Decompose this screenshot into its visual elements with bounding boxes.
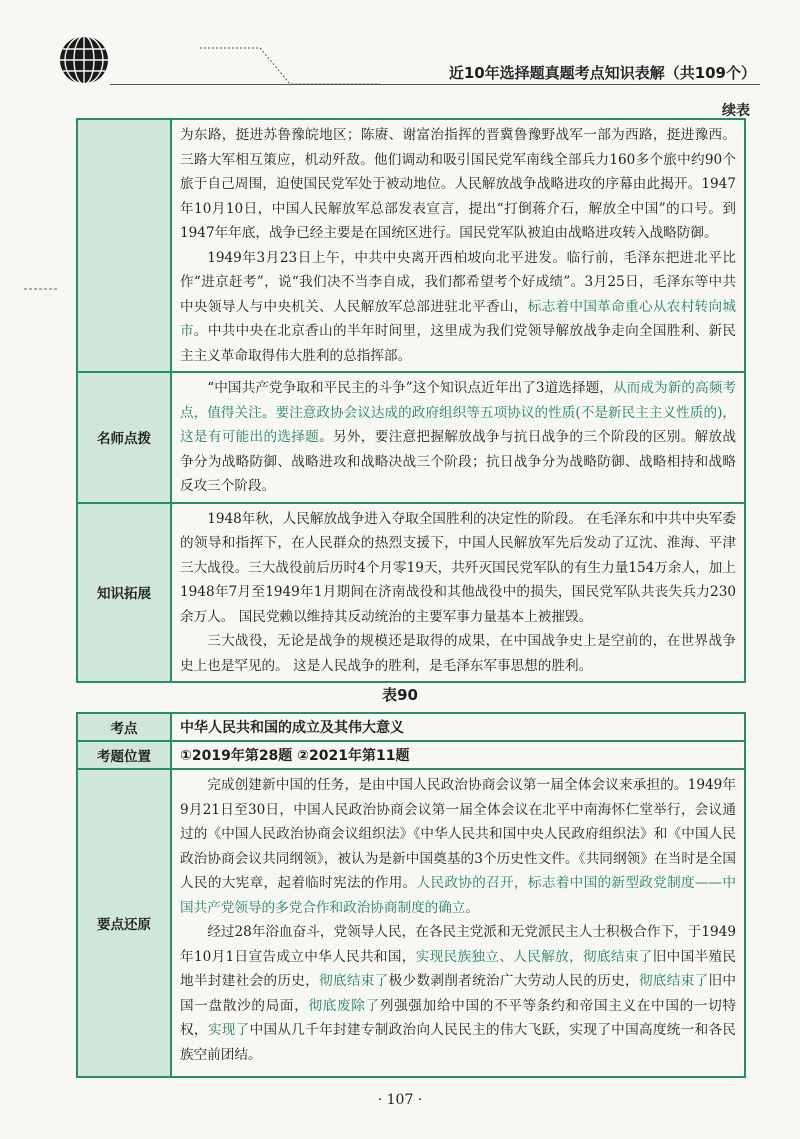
header-decoration [200,46,380,86]
highlighted-text: 实现民族独立、人民解放，彻底结束了 [415,948,653,965]
highlighted-text: 从而成为新的高频考点，值得关注 [180,380,737,421]
highlighted-text: 人民政协的召开，标志着中国的新型政党制度——中国共产党领导的多党合作和政治协商制度的确立。 [180,875,737,916]
topic-label: 考点 [77,713,171,741]
text-segment: 旧中国一盘散沙的局面， [180,973,737,1014]
highlighted-text: 彻底废除了 [308,997,380,1014]
continued-table [76,118,746,683]
text-segment: 中国从几千年封建专制政治向人民民主的伟大飞跃，实现了中国高度统一和各民族空前团结。 [180,1022,737,1063]
highlighted-text: 彻底结束了 [319,973,389,989]
row-label [77,119,171,372]
summary-content [171,769,745,1077]
text-segment: 三大战役，无论是战争的规模还是取得的成果，在中国战争史上是空前的，在世界战争史上也是罕见的。 这是人民战争的胜利，是毛泽东军事思想的胜利。 [180,633,736,674]
table-row [77,119,745,372]
row-content [171,119,745,372]
margin-mark [24,286,58,292]
paragraph [180,376,736,499]
paragraph [180,246,736,369]
table-row [77,713,745,741]
text-segment: 为东路，挺进苏鲁豫皖地区；陈赓、谢富治指挥的晋冀鲁豫野战军一部为西路，挺进豫西。三路大军相互策应，机动歼敌。他们调动和吸引国民党军南线全部兵力160多个旅中约90个旅于自己周围，迫使国民党军处于被动地位。人民解放战争战略进攻的序幕由此揭开。1947年10月10日，中国人民解放军总部发表宣言，提出“打倒蒋介石，解放全中国”的口号。到1947年年底，战争已经主要是在国统区进行。国民党军队被迫由战略进攻转入战略防御。 [180,127,736,241]
text-segment: 旧中国半殖民地半封建社会的历史， [180,948,737,989]
row-label-tips: 名师点拨 [77,372,171,503]
table-row [77,372,745,503]
position-label: 考题位置 [77,741,171,769]
text-segment: 经过28年浴血奋斗，党领导人民，在各民主党派和无党派民主人士积极合作下，于1949年10月1日宣告成立中华人民共和国， [180,924,736,965]
rich-text [180,376,736,499]
text-segment: 1949年3月23日上午，中共中央离开西柏坡向北平进发。临行前，毛泽东把进北平比作“进京赶考”，说“我们决不当李自成，我们都希望考个好成绩”。3月25日，毛泽东等中共中央领导人与中央机关、人民解放军总部进驻北平香山， [180,249,736,315]
row-content [171,503,745,683]
highlighted-text: 彻底结束了 [638,973,709,989]
rich-text [180,123,736,368]
paragraph [180,629,736,678]
table-row [77,741,745,769]
table-90 [76,712,746,1078]
paragraph [180,123,736,246]
globe-logo-icon [58,34,110,86]
table-title: 表90 [382,686,418,704]
topic-value: 中华人民共和国的成立及其伟大意义 [171,713,745,741]
text-segment: 1948年秋，人民解放战争进入夺取全国胜利的决定性的阶段。 在毛泽东和中共中央军委的领导和指挥下，在人民群众的热烈支援下，中国人民解放军先后发动了辽沈、淮海、平津三大战役。三大战役前后历时4个月零19天，共歼灭国民党军队的有生力量154万余人，加上1948年7月至1949年1月期间在济南战役和其他战役中的损失，国民党军队共丧失兵力230余万人。 国民党赖以维持其反动统治的主要军事力量基本上被摧毁。 [180,510,736,625]
paragraph [180,773,736,920]
highlighted-text: 要注意政协会议达成的政府组织等五项协议的性质(不是新民主主义性质的)，这是有可能出的选择题 [180,404,737,445]
text-segment: 极少数剥削者统治广大劳动人民的历史， [388,973,639,989]
running-header-title: 近10年选择题真题考点知识表解（共109个） [448,64,756,82]
position-value: ①2019年第28题 ②2021年第11题 [171,741,745,769]
paragraph [180,507,736,630]
text-segment: “中国共产党争取和平民主的斗争”这个知识点近年出了3道选择题， [207,380,613,396]
text-segment: 。中共中央在北京香山的半年时间里，这里成为我们党领导解放战争走向全国胜利、新民主主义革命取得伟大胜利的总指挥部。 [180,323,737,364]
header-rule [110,84,760,85]
highlighted-text: 实现了 [207,1022,250,1038]
row-label-extension: 知识拓展 [77,503,171,683]
paragraph [180,920,736,1067]
continued-label: 续表 [722,103,750,119]
highlighted-text: 标志着中国革命重心从农村转向城市 [180,298,737,339]
table-row [77,769,745,1077]
text-segment: 。 [261,404,276,421]
summary-label: 要点还原 [77,769,171,1077]
page-number: · 107 · [377,1092,423,1108]
row-content [171,372,745,503]
text-segment: 完成创建新中国的任务，是由中国人民政治协商会议第一届全体会议来承担的。1949年9月21日至30日，中国人民政治协商会议第一届全体会议在北平中南海怀仁堂举行，会议通过的《中国人民政治协商会议组织法》《中华人民共和国中央人民政府组织法》和《中国人民政治协商会议共同纲领》，被认为是新中国奠基的3个历史性文件。《共同纲领》在当时是全国人民的大宪章，起着临时宪法的作用。 [180,777,736,891]
rich-text [180,773,736,1067]
text-segment: 。另外，要注意把握解放战争与抗日战争的三个阶段的区别。解放战争分为战略防御、战略进攻和战略决战三个阶段；抗日战争分为战略防御、战略相持和战略反攻三个阶段。 [180,429,736,494]
table-row [77,503,745,683]
text-segment: 列强强加给中国的不平等条约和帝国主义在中国的一切特权， [180,997,737,1038]
rich-text [180,507,736,679]
